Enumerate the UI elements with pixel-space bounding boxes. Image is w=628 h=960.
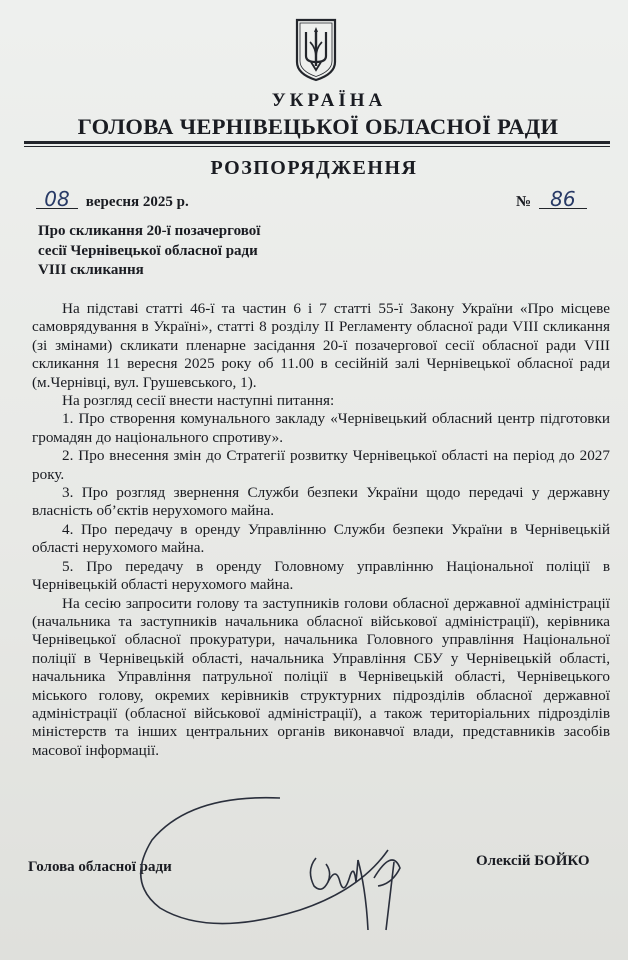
number-label: № bbox=[516, 194, 532, 210]
date-month-year: вересня 2025 р. bbox=[85, 194, 189, 210]
invitation-paragraph: На сесію запросити голову та заступників голови обласної державної адміністрації (начальника та заступників начальника обласної військової адміністрації), керівника Чернівецької обласної прокуратури, начальника Головного управління Національної поліції в Чернівецькій області, начальника Управління СБУ у Чернівецькій області, начальника Управління патрульної поліції в Чернівецькій області, Чернівецького міського голову, окремих керівників структурних підрозділів обласної державної адміністрації (обласної військової адміністрації), а також територіальних підрозділів міністерств та інших центральних органів виконавчої влади, представників засобів масової інформації. bbox=[32, 594, 610, 759]
trident-emblem-icon bbox=[294, 18, 338, 82]
agenda-item: 1. Про створення комунального закладу «Чернівецький обласний центр підготовки громадян до національного спротиву». bbox=[32, 410, 610, 446]
handwritten-number: 86 bbox=[539, 190, 587, 209]
document-subject bbox=[38, 222, 260, 281]
subject-line: сесії Чернівецької обласної ради bbox=[38, 242, 258, 259]
agenda-item: 5. Про передачу в оренду Головному управлінню Національної поліції в Чернівецькій області нерухомого майна. bbox=[32, 557, 610, 594]
country-name: УКРАЇНА bbox=[271, 90, 387, 111]
agenda-item: 2. Про внесення змін до Стратегії розвитку Чернівецької області на період до 2027 року. bbox=[32, 447, 610, 483]
document-date bbox=[36, 187, 189, 211]
subject-line: VIII скликання bbox=[38, 262, 144, 278]
document-type-title: РОЗПОРЯДЖЕННЯ bbox=[210, 157, 418, 179]
handwritten-day: 08 bbox=[36, 190, 78, 209]
intro-paragraph: На підставі статті 46-ї та частин 6 і 7 статті 55-ї Закону України «Про місцеве самоврядування в Україні», статті 8 розділу II Регламенту обласної ради VIII скликання (зі змінами) скликати пленарне засідання 20-ї позачергової сесії обласної ради VIII скликання 11 вересня 2025 року об 11.00 в сесійній залі Чернівецької обласної ради (м.Чернівці, вул. Грушевського, 1). bbox=[32, 300, 610, 391]
header-rule-thick bbox=[24, 141, 610, 144]
document-number bbox=[516, 187, 587, 211]
agenda-item: 4. Про передачу в оренду Управлінню Служби безпеки України в Чернівецькій області нерухомого майна. bbox=[32, 520, 610, 557]
signatory-name: Олексій БОЙКО bbox=[476, 853, 590, 869]
header-rule-thin bbox=[24, 146, 610, 147]
handwritten-signature bbox=[130, 790, 450, 940]
signatory-position: Голова обласної ради bbox=[28, 859, 172, 875]
issuing-authority: ГОЛОВА ЧЕРНІВЕЦЬКОЇ ОБЛАСНОЇ РАДИ bbox=[77, 114, 559, 139]
agenda-item: 3. Про розгляд звернення Служби безпеки України щодо передачі у державну власність об’єктів нерухомого майна. bbox=[32, 484, 610, 520]
subject-line: Про скликання 20-ї позачергової bbox=[38, 223, 261, 239]
agenda-intro: На розгляд сесії внести наступні питання: bbox=[62, 392, 335, 410]
document-body bbox=[32, 300, 610, 760]
